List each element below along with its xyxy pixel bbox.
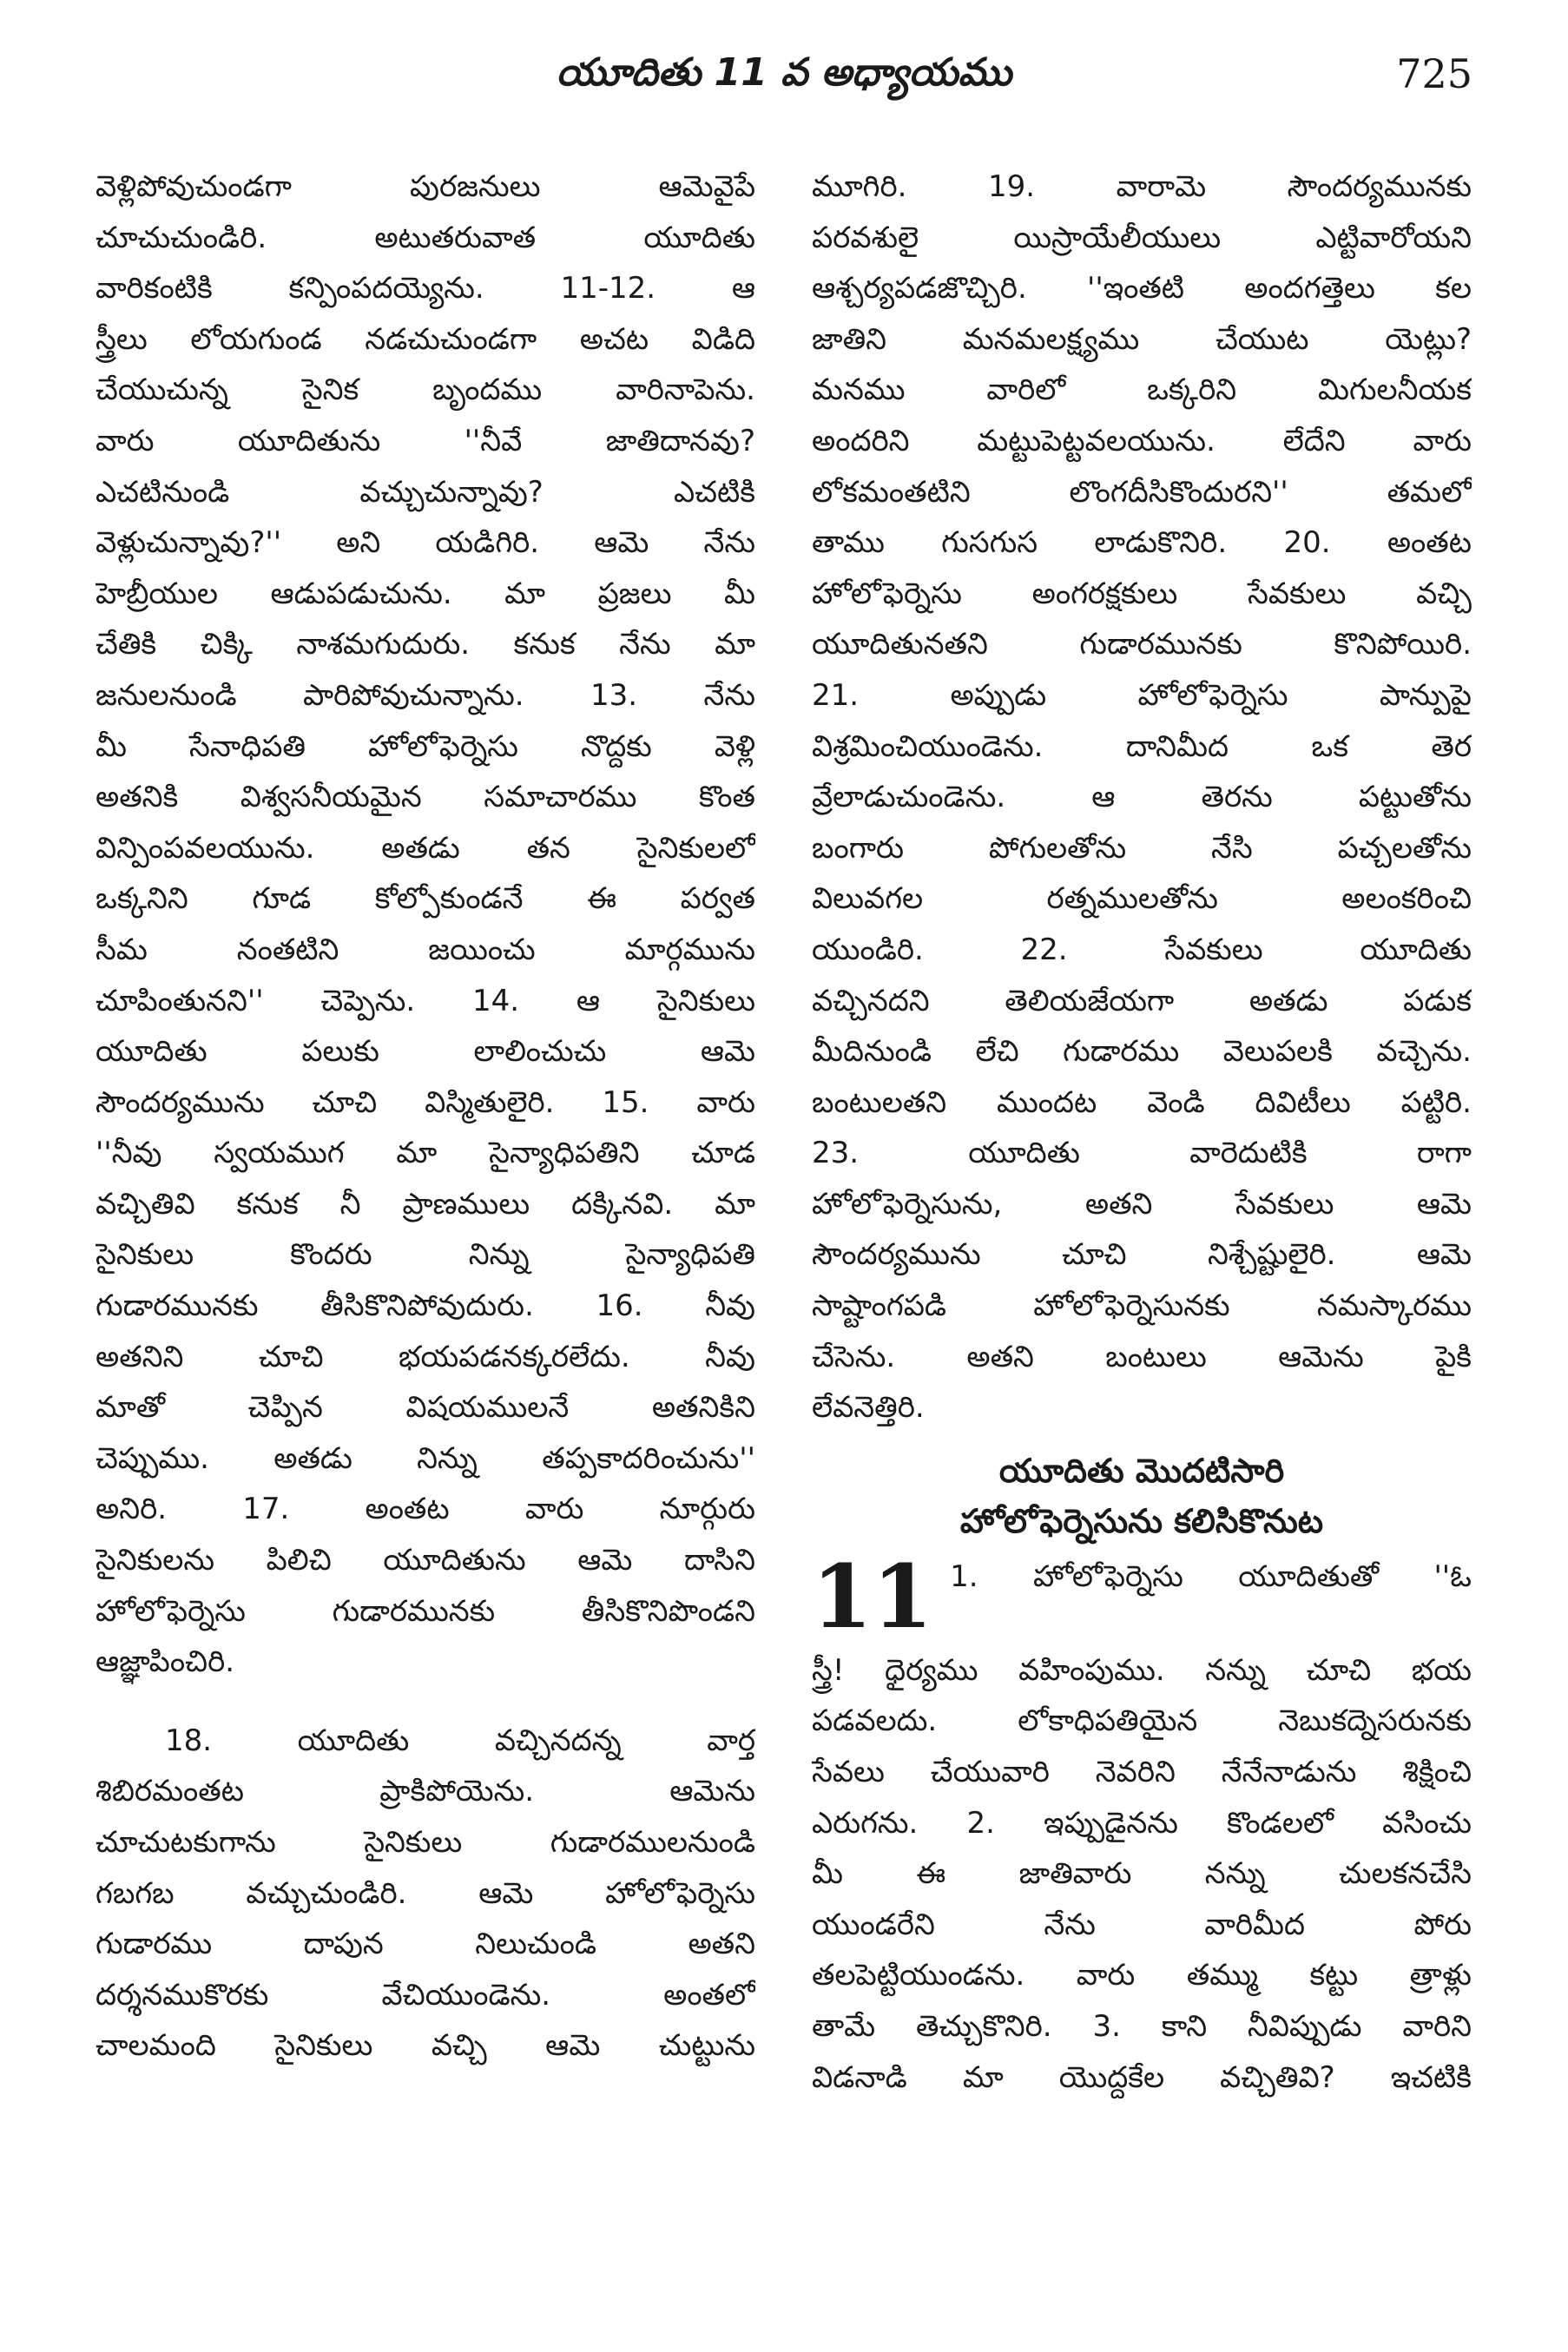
text-line: హెబ్రీయుల ఆడుపడుచును. మా ప్రజలు మీ — [96, 576, 755, 611]
text-line: శిబిరమంతట ప్రాకిపోయెను. ఆమెను — [96, 1774, 755, 1809]
left-paragraph-1 — [96, 161, 755, 1688]
text-line: పడవలదు. లోకాధిపతియైన నెబుకద్నెసరునకు — [812, 1703, 1472, 1739]
text-line: విన్పింపవలయును. అతడు తన సైనికులలో — [96, 830, 755, 866]
text-line: యుండిరి. 22. సేవకులు యూదితు — [812, 932, 1472, 967]
right-column — [812, 161, 1472, 2103]
text-line: అతనికి విశ్వసనీయమైన సమాచారము కొంత — [96, 780, 755, 815]
text-line: విశ్రమించియుండెను. దానిమీద ఒక తెర — [812, 728, 1472, 764]
text-line: లేవనెత్తిరి. — [812, 1390, 925, 1426]
text-line: విలువగల రత్నములతోను అలంకరించి — [812, 881, 1472, 917]
text-line: 18. యూదితు వచ్చినదన్న వార్త — [165, 1723, 755, 1758]
text-line: లోకమంతటిని లొంగదీసికొందురని'' తమలో — [812, 474, 1472, 510]
text-line: ఎచటినుండి వచ్చుచున్నావు? ఎచటికి — [96, 474, 755, 510]
text-line: దర్శనముకొరకు వేచియుండెను. అంతలో — [96, 1977, 755, 2013]
text-line: మీ సేనాధిపతి హోలోఫెర్నెసు నొద్దకు వెళ్లి — [96, 728, 755, 764]
text-line: చూచుటకుగాను సైనికులు గుడారములనుండి — [96, 1825, 755, 1860]
text-line: ఆశ్చర్యపడజొచ్చిరి. ''ఇంతటి అందగత్తెలు కల — [812, 271, 1472, 306]
text-line: చేసెను. అతని బంటులు ఆమెను పైకి — [812, 1339, 1472, 1374]
text-line: హోలోఫెర్నెసును, అతని సేవకులు ఆమె — [812, 1186, 1472, 1222]
text-line: ఆజ్ఞాపించిరి. — [96, 1644, 235, 1680]
text-line: మీ ఈ జాతివారు నన్ను చులకనచేసి — [812, 1856, 1472, 1892]
text-line: యూదితు పలుకు లాలించుచు ఆమె — [96, 1034, 755, 1070]
text-line: వారికంటికి కన్పింపదయ్యెను. 11-12. ఆ — [96, 271, 755, 306]
text-line: హోలోఫెర్నెసు గుడారమునకు తీసికొనిపొండని — [96, 1593, 755, 1629]
text-line: యుండరేని నేను వారిమీద పోరు — [812, 1907, 1472, 1942]
text-line: చూపింతునని'' చెప్పెను. 14. ఆ సైనికులు — [96, 983, 755, 1018]
text-line: బంగారు పోగులతోను నేసి పచ్చలతోను — [812, 830, 1472, 866]
page-header — [96, 50, 1472, 111]
text-line: సాష్టాంగపడి హోలోఫెర్నెసునకు నమస్కారము — [812, 1288, 1472, 1324]
text-line: చెప్పుము. అతడు నిన్ను తప్పకాదరించును'' — [96, 1440, 755, 1476]
text-line: మనము వారిలో ఒక్కరిని మిగులనీయక — [812, 372, 1472, 408]
text-line: స్త్రీలు లోయగుండ నడచుచుండగా అచట విడిది — [96, 321, 755, 357]
chapter-paragraph — [812, 1645, 1472, 2103]
text-line: 1. హోలోఫెర్నెసు యూదితుతో ''ఓ — [950, 1558, 1472, 1594]
section-heading-line: హోలోఫెర్నెసును కలిసికొనుట — [959, 1501, 1324, 1540]
text-line: జాతిని మనమలక్ష్యము చేయుట యెట్లు? — [812, 321, 1472, 357]
text-line: మూగిరి. 19. వారామె సౌందర్యమునకు — [812, 169, 1472, 204]
section-heading-line: యూదితు మొదటిసారి — [998, 1451, 1285, 1490]
text-line: సౌందర్యమును చూచి విస్మితులైరి. 15. వారు — [96, 1084, 755, 1120]
text-line: వెళ్లుచున్నావు?'' అని యడిగిరి. ఆమె నేను — [96, 525, 755, 561]
text-line: చేయుచున్న సైనిక బృందము వారినాపెను. — [96, 372, 755, 408]
running-title: యూదితు 11 వ అధ్యాయము — [556, 50, 1012, 95]
text-line: చాలమంది సైనికులు వచ్చి ఆమె చుట్టును — [96, 2028, 755, 2064]
text-line: వచ్చినదని తెలియజేయగా అతడు పడుక — [812, 983, 1472, 1018]
text-line: అతనిని చూచి భయపడనక్కరలేదు. నీవు — [96, 1339, 755, 1374]
text-line: సౌందర్యమును చూచి నిశ్చేష్టులైరి. ఆమె — [812, 1237, 1472, 1273]
text-line: అనిరి. 17. అంతట వారు నూర్గురు — [96, 1492, 755, 1527]
text-line: తామే తెచ్చుకొనిరి. 3. కాని నీవిప్పుడు వారిని — [812, 2009, 1472, 2044]
text-line: చూచుచుండిరి. అటుతరువాత యూదితు — [96, 220, 755, 255]
text-line: గుడారమునకు తీసికొనిపోవుదురు. 16. నీవు — [96, 1288, 755, 1324]
text-line: మాతో చెప్పిన విషయములనే అతనికిని — [96, 1390, 755, 1426]
text-line: బంటులతని ముందట వెండి దివిటీలు పట్టిరి. — [812, 1084, 1472, 1120]
text-line: పరవశులై యిస్రాయేలీయులు ఎట్టివారోయని — [812, 220, 1472, 255]
left-paragraph-2 — [96, 1716, 755, 2072]
text-line: తలపెట్టియుండను. వారు తమ్ము కట్టు త్రాళ్లు — [812, 1958, 1472, 1993]
text-line: విడనాడి మా యొద్దకేల వచ్చితివి? ఇచటికి — [812, 2059, 1472, 2095]
text-line: సేవలు చేయువారి నెవరిని నేనేనాడును శిక్షించి — [812, 1755, 1472, 1790]
text-line: గబగబ వచ్చుచుండిరి. ఆమె హోలోఫెర్నెసు — [96, 1875, 755, 1911]
text-line: గుడారము దాపున నిలుచుండి అతని — [96, 1927, 755, 1962]
text-line: అందరిని మట్టుపెట్టవలయును. లేదేని వారు — [812, 423, 1472, 458]
text-line: ఒక్కనిని గూడ కోల్పోకుండనే ఈ పర్వత — [96, 881, 755, 917]
right-paragraph-1 — [812, 161, 1472, 1433]
chapter-first-line-block — [950, 1552, 1472, 1603]
text-line: సీమ నంతటిని జయించు మార్గమును — [96, 932, 755, 967]
text-line: 23. యూదితు వారెదుటికి రాగా — [812, 1136, 1472, 1171]
text-line: వెళ్లిపోవుచుండగా పురజనులు ఆమెవైపే — [96, 169, 755, 204]
text-line: జనులనుండి పారిపోవుచున్నాను. 13. నేను — [96, 677, 755, 713]
text-line: వచ్చితివి కనుక నీ ప్రాణములు దక్కినవి. మా — [96, 1186, 755, 1222]
text-line: మీదినుండి లేచి గుడారము వెలుపలకి వచ్చెను. — [812, 1034, 1472, 1070]
chapter-opening — [812, 1545, 1472, 1648]
text-line: హోలోఫెర్నెసు అంగరక్షకులు సేవకులు వచ్చి — [812, 576, 1472, 611]
text-line: తాము గుసగుస లాడుకొనిరి. 20. అంతట — [812, 525, 1472, 561]
text-line: వారు యూదితును ''నీవే జాతిదానవు? — [96, 423, 755, 458]
chapter-number: 11 — [812, 1545, 933, 1648]
section-heading — [812, 1446, 1472, 1546]
text-line: వ్రేలాడుచుండెను. ఆ తెరను పట్టుతోను — [812, 780, 1472, 815]
text-line: 21. అప్పుడు హోలోఫెర్నెసు పాన్పుపై — [812, 677, 1472, 713]
left-column — [96, 161, 755, 2072]
text-line: సైనికులను పిలిచి యూదితును ఆమె దాసిని — [96, 1543, 755, 1578]
text-line: ఎరుగను. 2. ఇప్పుడైనను కొండలలో వసించు — [812, 1805, 1472, 1841]
text-line: సైనికులు కొందరు నిన్ను సైన్యాధిపతి — [96, 1237, 755, 1273]
text-line: చేతికి చిక్కి నాశమగుదురు. కనుక నేను మా — [96, 627, 755, 662]
text-line: యూదితునతని గుడారమునకు కొనిపోయిరి. — [812, 627, 1472, 662]
text-line: స్త్రీ! ధైర్యము వహింపుము. నన్ను చూచి భయ — [812, 1652, 1472, 1688]
page-number: 725 — [1396, 50, 1472, 97]
text-line: ''నీవు స్వయముగ మా సైన్యాధిపతిని చూడ — [96, 1136, 755, 1171]
